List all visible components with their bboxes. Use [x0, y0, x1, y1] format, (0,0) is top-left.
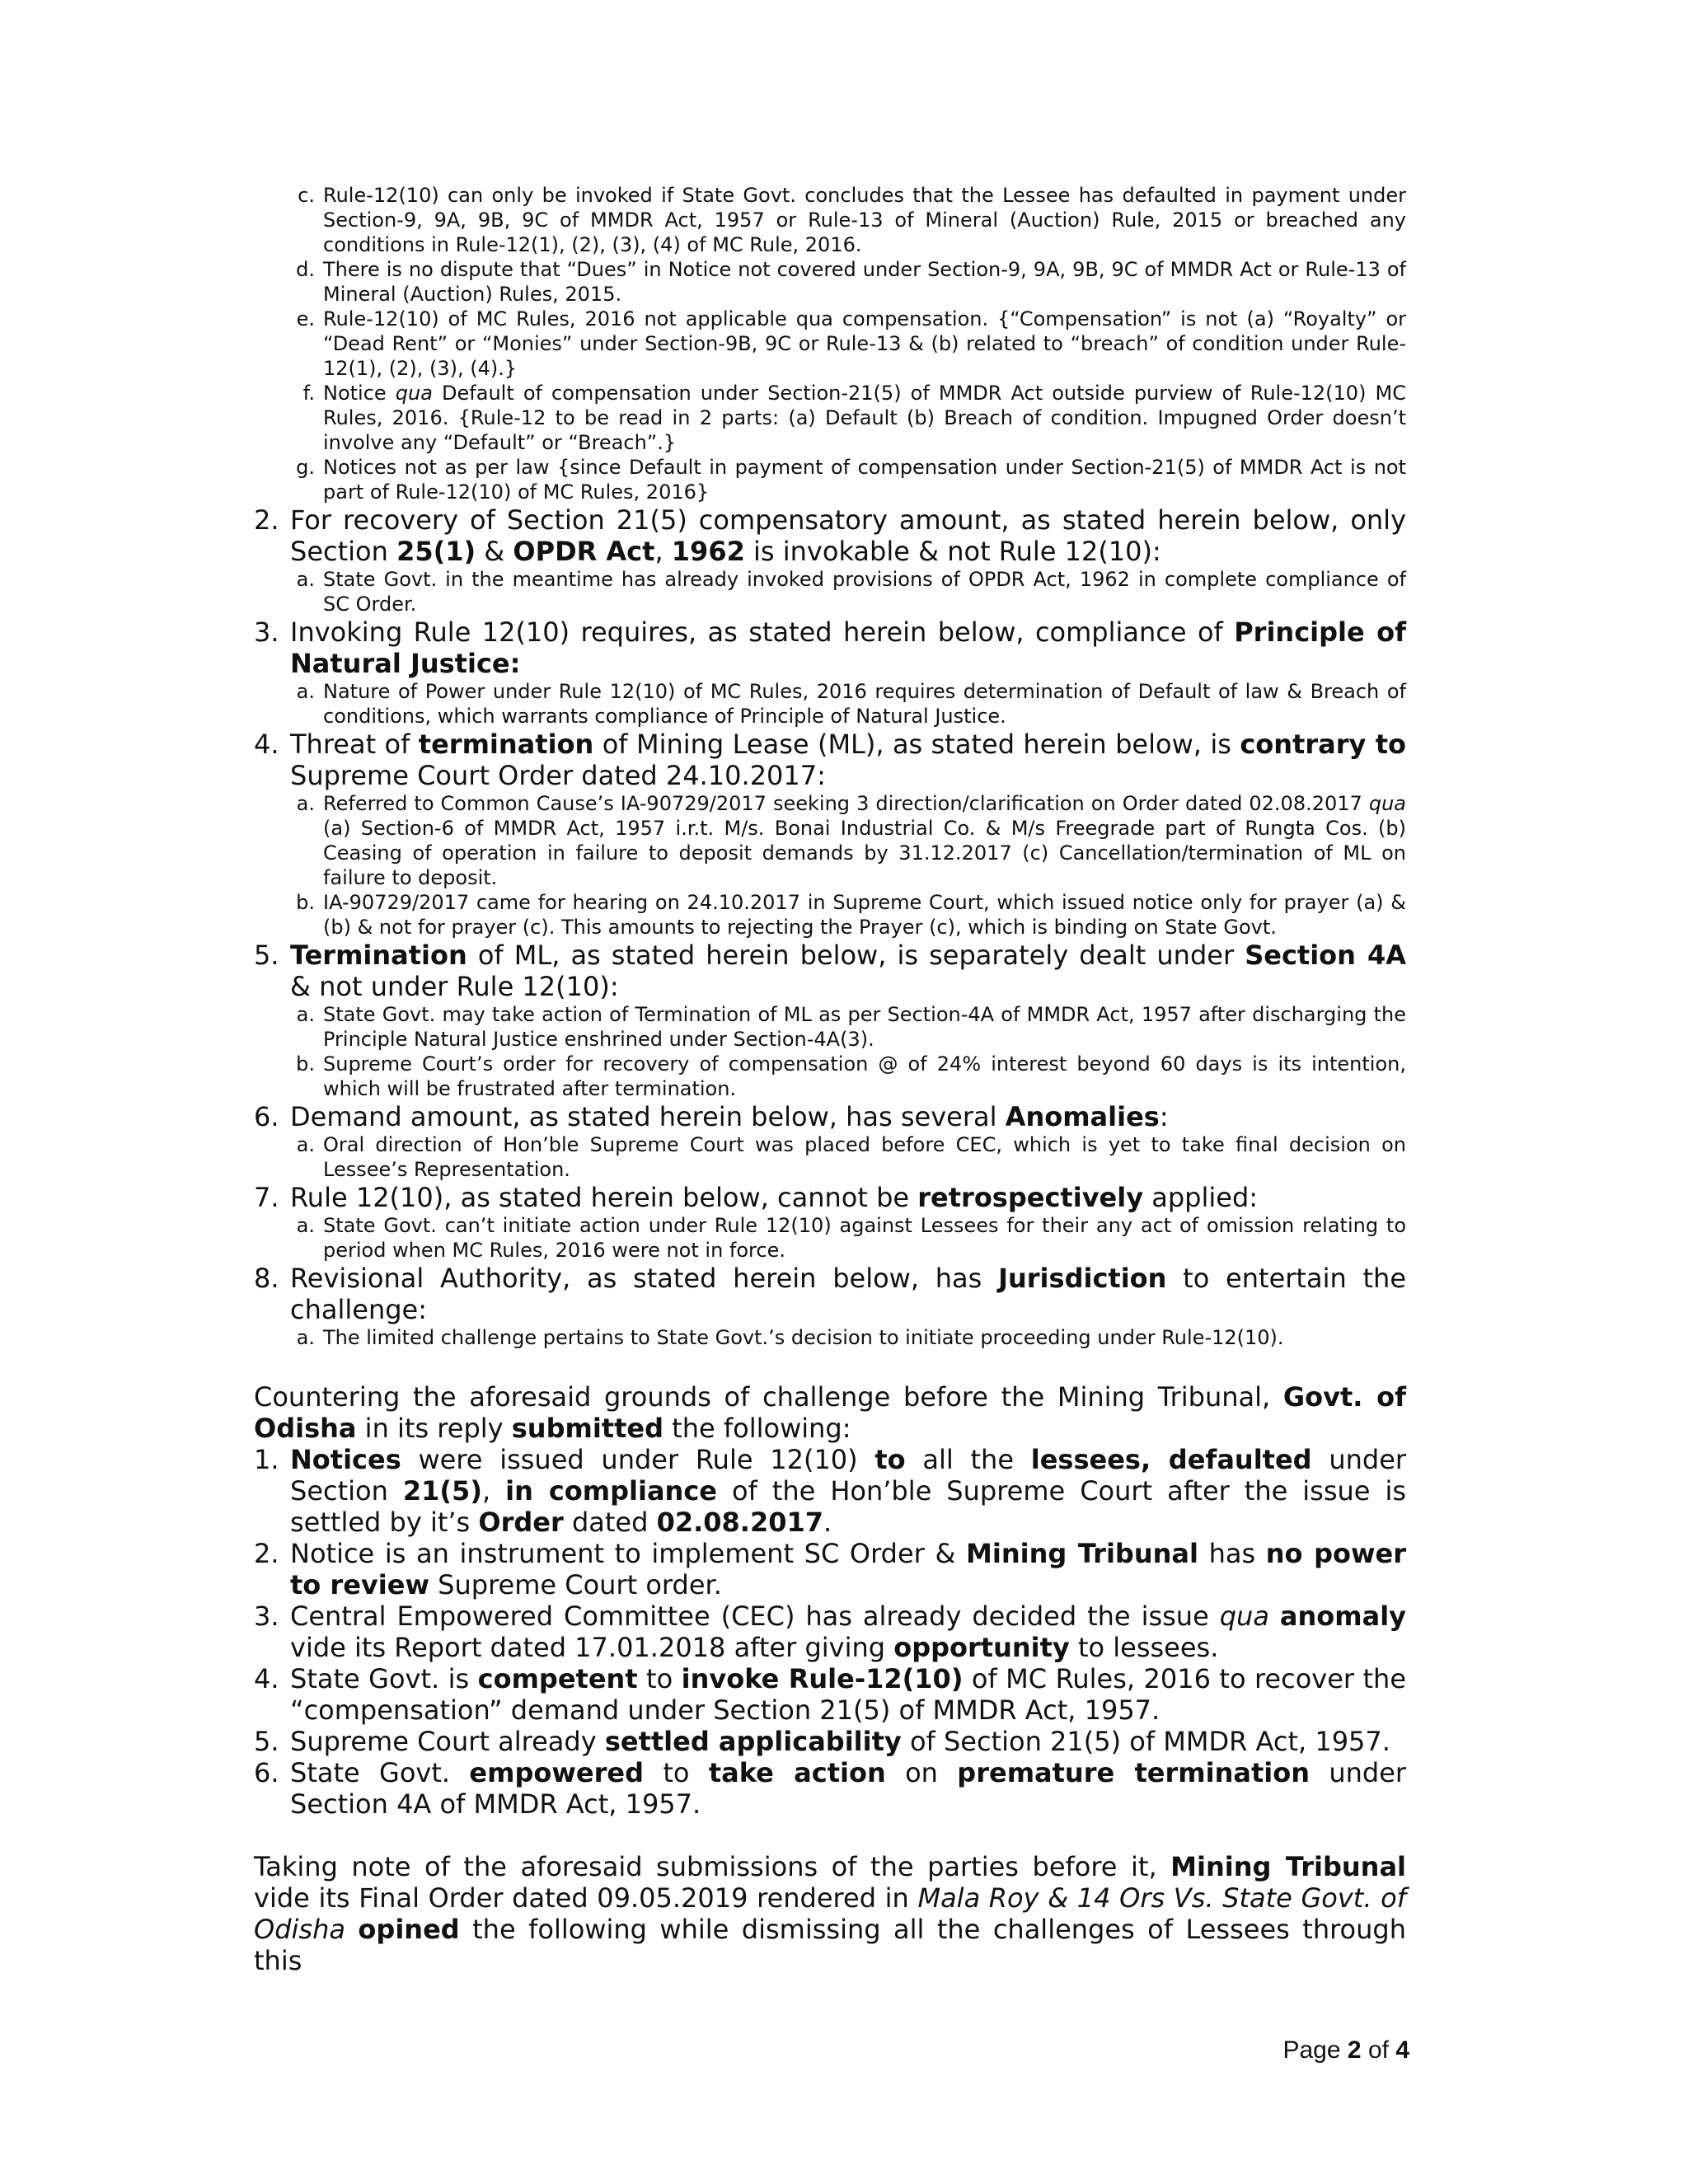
list-text: Revisional Authority, as stated herein below, has Jurisdiction to entertain the challenge: [290, 1263, 1407, 1325]
list-text: State Govt. may take action of Termination of ML as per Section-4A of MMDR Act, 1957 after discharging the Principle Natural Justice enshrined under Section-4A(3). [323, 1003, 1406, 1051]
sub-list-item [288, 890, 1406, 940]
page-of: of [1367, 2036, 1389, 2064]
list-item [254, 1444, 1406, 1538]
sub-list-item [288, 679, 1406, 729]
list-text: Notices not as per law {since Default in payment of compensation under Section-21(5) of MMDR Act is not part of Rule-12(10) of MC Rules, 2016} [323, 456, 1406, 504]
list-marker: a. [296, 792, 315, 815]
list-marker: a. [296, 1133, 315, 1156]
sub-list-item [288, 1132, 1406, 1182]
list-marker: 4. [254, 729, 279, 760]
list-marker: 5. [254, 1726, 279, 1757]
grounds-list [254, 183, 1406, 1350]
list-text: State Govt. empowered to take action on premature termination under Section 4A of MMDR Act, 1957. [290, 1757, 1407, 1820]
list-text: IA-90729/2017 came for hearing on 24.10.2017 in Supreme Court, which issued notice only for prayer (a) & (b) & not for prayer (c). This amounts to rejecting the Prayer (c), which is binding on State Govt. [323, 891, 1406, 939]
list-text: Central Empowered Committee (CEC) has already decided the issue qua anomaly vide its Report dated 17.01.2018 after giving opportunity to lessees. [290, 1601, 1407, 1663]
list-text: Invoking Rule 12(10) requires, as stated herein below, compliance of Principle of Natural Justice: [290, 616, 1407, 679]
sub-list-item [288, 791, 1406, 890]
list-item [254, 729, 1406, 791]
list-item [254, 616, 1406, 679]
list-text: Rule 12(10), as stated herein below, cannot be retrospectively applied: [290, 1182, 1259, 1213]
list-text: Demand amount, as stated herein below, has several Anomalies: [290, 1101, 1169, 1132]
list-marker: a. [296, 1003, 315, 1026]
list-marker: c. [298, 184, 315, 207]
list-text: Rule-12(10) can only be invoked if State Govt. concludes that the Lessee has defaulted in payment under Section-9, 9A, 9B, 9C of MMDR Act, 1957 or Rule-13 of Mineral (Auction) Rule, 2015 or breached any conditions in Rule-12(1), (2), (3), (4) of MC Rule, 2016. [323, 184, 1406, 256]
list-text: Referred to Common Cause’s IA-90729/2017 seeking 3 direction/clarification on Order dated 02.08.2017 qua (a) Section-6 of MMDR Act, 1957 i.r.t. M/s. Bonai Industrial Co. & M/s Freegrade part of Rungta Cos. (b) Ceasing of operation in failure to deposit demands by 31.12.2017 (c) Cancellation/termination of ML on failure to deposit. [323, 792, 1406, 889]
sub-list-item [288, 1325, 1406, 1350]
list-text: There is no dispute that “Dues” in Notice not covered under Section-9, 9A, 9B, 9C of MMDR Act or Rule-13 of Mineral (Auction) Rules, 2015. [323, 258, 1406, 306]
list-text: Supreme Court already settled applicability of Section 21(5) of MMDR Act, 1957. [290, 1726, 1390, 1757]
list-text: Notice qua Default of compensation under Section-21(5) of MMDR Act outside purview of Rule-12(10) MC Rules, 2016. {Rule-12 to be read in 2 parts: (a) Default (b) Breach of condition. Impugned Order doesn’t involve any “Default” or “Breach”.} [323, 382, 1406, 454]
sub-list-item [288, 1052, 1406, 1101]
list-item [254, 940, 1406, 1002]
sub-list-item [288, 307, 1406, 381]
list-marker: 1. [254, 1444, 279, 1475]
paragraph-tribunal: Taking note of the aforesaid submissions of the parties before it, Mining Tribunal vide its Final Order dated 09.05.2019 rendered in Mala Roy & 14 Ors Vs. State Govt. of Odisha opined the following while dismissing all the challenges of Lessees through this [254, 1851, 1407, 1976]
list-text: Notices were issued under Rule 12(10) to all the lessees, defaulted under Section 21(5), in compliance of the Hon’ble Supreme Court after the issue is settled by it’s Order dated 02.08.2017. [290, 1444, 1407, 1538]
reply-list [254, 1444, 1406, 1820]
list-marker: f. [302, 382, 315, 405]
list-item [254, 504, 1406, 567]
list-item [254, 1182, 1406, 1213]
list-text: Nature of Power under Rule 12(10) of MC Rules, 2016 requires determination of Default of law & Breach of conditions, which warrants compliance of Principle of Natural Justice. [323, 680, 1406, 728]
sub-list-item [288, 381, 1406, 455]
paragraph-countering: Countering the aforesaid grounds of challenge before the Mining Tribunal, Govt. of Odisha in its reply submitted the following: [254, 1381, 1407, 1444]
list-text: The limited challenge pertains to State Govt.’s decision to initiate proceeding under Rule-12(10). [323, 1326, 1284, 1349]
list-marker: 5. [254, 940, 279, 971]
list-marker: 4. [254, 1663, 279, 1694]
list-text: For recovery of Section 21(5) compensatory amount, as stated herein below, only Section 25(1) & OPDR Act, 1962 is invokable & not Rule 12(10): [290, 504, 1406, 567]
list-item [254, 1263, 1406, 1325]
page-number: 2 [1347, 2036, 1362, 2064]
list-text: Notice is an instrument to implement SC Order & Mining Tribunal has no power to review Supreme Court order. [290, 1538, 1407, 1601]
list-text: Rule-12(10) of MC Rules, 2016 not applicable qua compensation. {“Compensation” is not (a) “Royalty” or “Dead Rent” or “Monies” under Section-9B, 9C or Rule-13 & (b) related to “breach” of condition under Rule-12(1), (2), (3), (4).} [323, 307, 1406, 380]
list-marker: a. [296, 680, 315, 703]
page-total: 4 [1395, 2036, 1409, 2064]
list-marker: 3. [254, 616, 279, 648]
list-text: State Govt. in the meantime has already invoked provisions of OPDR Act, 1962 in complete compliance of SC Order. [323, 568, 1406, 616]
page-footer [1282, 2036, 1409, 2065]
list-marker: a. [296, 1326, 315, 1349]
list-item [254, 1538, 1406, 1601]
sub-list-item [288, 567, 1406, 616]
list-text: Oral direction of Hon’ble Supreme Court was placed before CEC, which is yet to take final decision on Lessee’s Representation. [323, 1133, 1406, 1181]
list-marker: b. [296, 891, 315, 914]
list-text: Termination of ML, as stated herein below, is separately dealt under Section 4A & not under Rule 12(10): [290, 940, 1407, 1002]
sub-list-item [288, 257, 1406, 307]
list-marker: 8. [254, 1263, 279, 1294]
sub-list-item [288, 1213, 1406, 1263]
sub-list-item [288, 183, 1406, 257]
sub-list-item [288, 455, 1406, 504]
list-marker: a. [296, 568, 315, 591]
list-item [254, 1726, 1406, 1757]
list-item [254, 1663, 1406, 1726]
list-item [254, 1757, 1406, 1820]
list-marker: b. [296, 1052, 315, 1076]
page-label: Page [1282, 2036, 1341, 2064]
sub-list-item [288, 1002, 1406, 1052]
list-marker: 2. [254, 504, 279, 536]
list-text: Threat of termination of Mining Lease (ML), as stated herein below, is contrary to Supreme Court Order dated 24.10.2017: [290, 729, 1407, 791]
list-marker: 6. [254, 1101, 279, 1132]
list-marker: 2. [254, 1538, 279, 1569]
list-text: State Govt. can’t initiate action under Rule 12(10) against Lessees for their any act of omission relating to period when MC Rules, 2016 were not in force. [323, 1214, 1406, 1262]
list-text: Supreme Court’s order for recovery of compensation @ of 24% interest beyond 60 days is its intention, which will be frustrated after termination. [323, 1052, 1406, 1100]
list-marker: e. [296, 307, 315, 330]
list-item [254, 1601, 1406, 1663]
list-marker: 6. [254, 1757, 279, 1788]
list-marker: 3. [254, 1601, 279, 1632]
document-body [254, 183, 1406, 1976]
list-text: State Govt. is competent to invoke Rule-12(10) of MC Rules, 2016 to recover the “compensation” demand under Section 21(5) of MMDR Act, 1957. [290, 1663, 1407, 1726]
list-marker: d. [296, 258, 315, 281]
list-marker: g. [296, 456, 315, 479]
list-marker: 7. [254, 1182, 279, 1213]
list-item [254, 1101, 1406, 1132]
list-marker: a. [296, 1214, 315, 1237]
